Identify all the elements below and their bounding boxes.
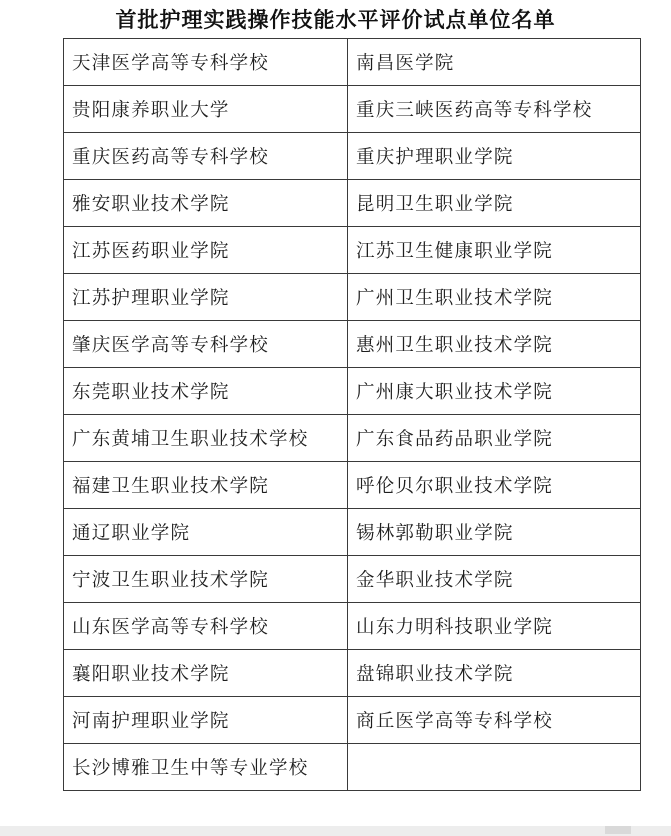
institution-cell-right: 呼伦贝尔职业技术学院 [348,462,641,509]
institution-cell-right: 盘锦职业技术学院 [348,650,641,697]
institution-cell-left: 山东医学高等专科学校 [64,603,348,650]
table-row [64,39,641,86]
institution-cell-left: 东莞职业技术学院 [64,368,348,415]
institution-cell-left: 宁波卫生职业技术学院 [64,556,348,603]
institution-cell-right: 山东力明科技职业学院 [348,603,641,650]
institution-cell-left: 江苏护理职业学院 [64,274,348,321]
institution-cell-right: 广东食品药品职业学院 [348,415,641,462]
institution-cell-right: 广州康大职业技术学院 [348,368,641,415]
table-row [64,650,641,697]
table-row [64,603,641,650]
table-row [64,133,641,180]
table-row [64,86,641,133]
table-row [64,509,641,556]
institution-cell-right: 广州卫生职业技术学院 [348,274,641,321]
institution-cell-left: 天津医学高等专科学校 [64,39,348,86]
institution-cell-left: 江苏医药职业学院 [64,227,348,274]
institution-cell-right: 惠州卫生职业技术学院 [348,321,641,368]
table-row [64,368,641,415]
institution-cell-right: 昆明卫生职业学院 [348,180,641,227]
bottom-edge-mark [605,826,631,834]
table-row [64,462,641,509]
institution-cell-right: 商丘医学高等专科学校 [348,697,641,744]
institution-cell-left: 重庆医药高等专科学校 [64,133,348,180]
institution-cell-right: 金华职业技术学院 [348,556,641,603]
institution-cell-right: 重庆护理职业学院 [348,133,641,180]
table-row [64,556,641,603]
institution-cell-right: 江苏卫生健康职业学院 [348,227,641,274]
institution-cell-left: 福建卫生职业技术学院 [64,462,348,509]
table-body [64,39,641,791]
table-row [64,697,641,744]
institution-cell-left: 贵阳康养职业大学 [64,86,348,133]
bottom-edge-strip [0,826,671,836]
institution-cell-right: 重庆三峡医药高等专科学校 [348,86,641,133]
institution-cell-left: 雅安职业技术学院 [64,180,348,227]
institution-cell-left: 肇庆医学高等专科学校 [64,321,348,368]
institution-cell-right: 南昌医学院 [348,39,641,86]
institution-cell-left: 通辽职业学院 [64,509,348,556]
institution-cell-left: 广东黄埔卫生职业技术学校 [64,415,348,462]
table-row [64,227,641,274]
table-row [64,321,641,368]
table-row [64,415,641,462]
table-row [64,274,641,321]
institution-cell-left: 襄阳职业技术学院 [64,650,348,697]
institution-cell-right: 锡林郭勒职业学院 [348,509,641,556]
table-row [64,744,641,791]
page-title: 首批护理实践操作技能水平评价试点单位名单 [115,7,556,32]
institution-cell-left: 长沙博雅卫生中等专业学校 [64,744,348,791]
institution-cell-left: 河南护理职业学院 [64,697,348,744]
institution-cell-right [348,744,641,791]
table-row [64,180,641,227]
institution-table [63,38,641,791]
